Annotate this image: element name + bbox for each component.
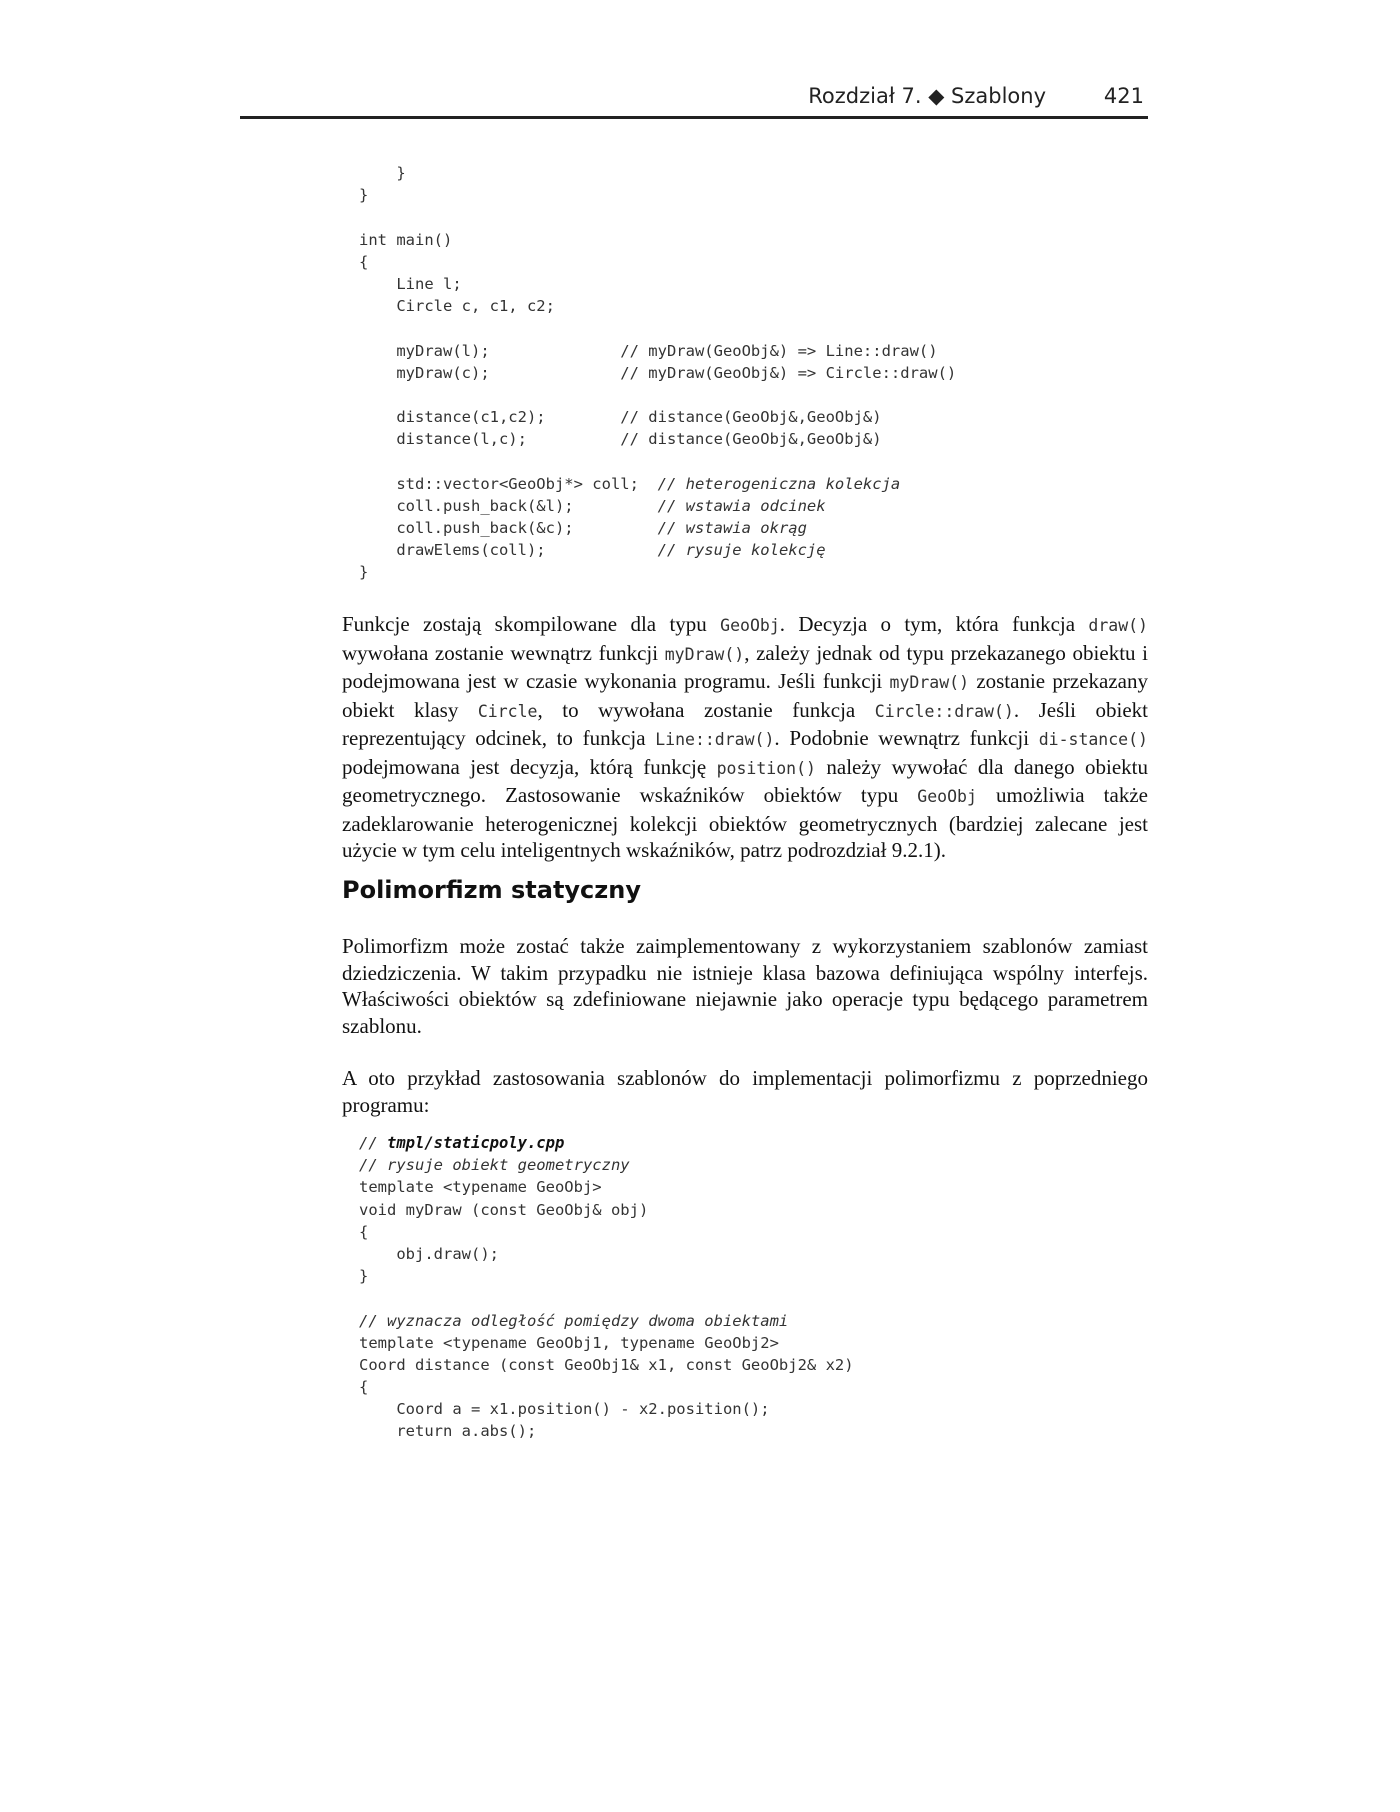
inline-code: GeoObj bbox=[917, 787, 977, 806]
code-comment: // wstawia odcinek bbox=[657, 496, 826, 515]
code-line bbox=[359, 384, 956, 406]
inline-code: Circle::draw() bbox=[874, 701, 1014, 721]
code-line: coll.push_back(&c); // wstawia okrąg bbox=[359, 519, 807, 537]
inline-code: myDraw() bbox=[664, 644, 745, 664]
page-number: 421 bbox=[1103, 84, 1144, 108]
code-line bbox=[359, 1287, 854, 1309]
code-line bbox=[359, 450, 956, 472]
inline-code: Circle bbox=[477, 701, 538, 721]
code-line: myDraw(c); // myDraw(GeoObj&) => Circle::draw() bbox=[359, 363, 957, 382]
code-comment: // rysuje obiekt geometryczny bbox=[359, 1156, 630, 1175]
code-line: Coord a = x1.position() - x2.position(); bbox=[359, 1400, 770, 1419]
code-line: } bbox=[359, 164, 406, 182]
code-comment: // wstawia okrąg bbox=[657, 519, 807, 537]
code-line: template <typename GeoObj1, typename GeoObj2> bbox=[359, 1333, 779, 1352]
code-line: distance(l,c); // distance(GeoObj&,GeoObj&) bbox=[359, 430, 882, 449]
code-line bbox=[359, 206, 956, 228]
code-line: } bbox=[359, 563, 369, 582]
code-line bbox=[359, 1310, 854, 1332]
code-line: return a.abs(); bbox=[359, 1422, 537, 1441]
code-line: std::vector<GeoObj*> coll; // heterogeniczna kolekcja bbox=[359, 474, 901, 493]
inline-code: GeoObj bbox=[720, 616, 780, 635]
code-line: Coord distance (const GeoObj1& x1, const GeoObj2& x2) bbox=[359, 1355, 854, 1374]
code-line: void myDraw (const GeoObj& obj) bbox=[359, 1200, 649, 1219]
inline-code: di-stance() bbox=[1038, 730, 1148, 749]
chapter-title: Rozdział 7. ◆ Szablony bbox=[808, 84, 1046, 108]
code-line bbox=[359, 1132, 854, 1154]
code-line: distance(c1,c2); // distance(GeoObj&,GeoObj&) bbox=[359, 408, 882, 427]
code-line: int main() bbox=[359, 230, 453, 249]
code-comment: // rysuje kolekcję bbox=[657, 541, 826, 560]
code-line: Circle c, c1, c2; bbox=[359, 297, 555, 316]
code-line: Line l; bbox=[359, 274, 462, 293]
inline-code: draw() bbox=[1088, 616, 1148, 635]
code-line: drawElems(coll); // rysuje kolekcję bbox=[359, 541, 826, 560]
page-header bbox=[240, 82, 1148, 119]
code-line: { bbox=[359, 252, 369, 271]
code-line: coll.push_back(&l); // wstawia odcinek bbox=[359, 496, 826, 515]
paragraph-example-intro: A oto przykład zastosowania szablonów do implementacji polimorfizmu z poprzedniego programu: bbox=[342, 1066, 1148, 1117]
inline-code: position() bbox=[716, 758, 816, 778]
code-listing-staticpoly bbox=[359, 1132, 854, 1443]
inline-code: Line::draw() bbox=[655, 730, 775, 749]
code-comment: // wyznacza odległość pomiędzy dwoma obiektami bbox=[359, 1311, 789, 1330]
code-comment: // bbox=[359, 1134, 387, 1152]
code-line: { bbox=[359, 1222, 369, 1241]
code-line: } bbox=[359, 1267, 369, 1286]
code-line: { bbox=[359, 1378, 369, 1397]
code-listing-main bbox=[359, 162, 956, 584]
paragraph-dynamic-polymorphism: Funkcje zostają skompilowane dla typu GeoObj. Decyzja o tym, która funkcja draw() wywołana zostanie wewnątrz funkcji myDraw(), zależy jednak od typu przekazanego obiektu i podejmowana jest w czasie wykonania programu. Jeśli funkcji myDraw() zostanie przekazany obiekt klasy Circle, to wywołana zostanie funkcja Circle::draw(). Jeśli obiekt reprezentujący odcinek, to funkcja Line::draw(). Podobnie wewnątrz funkcji di-stance() podejmowana jest decyzja, którą funkcję position() należy wywołać dla danego obiektu geometrycznego. Zastosowanie wskaźników obiektów typu GeoObj umożliwia także zadeklarowanie heterogenicznej kolekcji obiektów geometrycznych (bardziej zalecane jest użycie w tym celu inteligentnych wskaźników, patrz podrozdział 9.2.1). bbox=[342, 612, 1149, 862]
code-comment: // heterogeniczna kolekcja bbox=[657, 474, 901, 493]
code-line: template <typename GeoObj> bbox=[359, 1178, 602, 1197]
inline-code: myDraw() bbox=[889, 673, 970, 692]
code-line: obj.draw(); bbox=[359, 1244, 499, 1263]
section-heading: Polimorfizm statyczny bbox=[342, 876, 641, 904]
code-line bbox=[359, 1154, 854, 1176]
code-line: myDraw(l); // myDraw(GeoObj&) => Line::draw() bbox=[359, 341, 938, 360]
code-line: } bbox=[359, 186, 369, 205]
code-line bbox=[359, 317, 956, 339]
paragraph-static-polymorphism: Polimorfizm może zostać także zaimplementowany z wykorzystaniem szablonów zamiast dziedziczenia. W takim przypadku nie istnieje klasa bazowa definiująca wspólny interfejs. Właściwości obiektów są zdefiniowane niejawnie jako operacje typu będącego parametrem szablonu. bbox=[342, 934, 1148, 1038]
code-filename: tmpl/staticpoly.cpp bbox=[387, 1134, 565, 1152]
